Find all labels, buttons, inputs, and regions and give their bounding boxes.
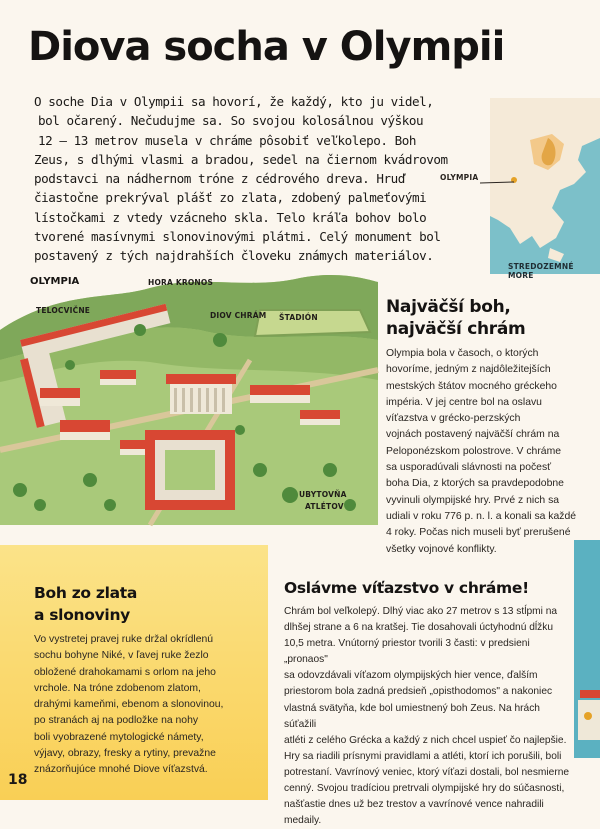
text-line: znázorňujúce mnohé Diove víťazstvá. [34, 764, 208, 776]
label-hora-kronos: HORA KRONOS [148, 278, 214, 287]
text-line: boha Dia, z ktorých sa pravdepodobne [386, 478, 564, 490]
intro-line: bol očarený. Nečudujme sa. So svojou kolosálnou výškou [38, 113, 424, 129]
heading-line: Najväčší boh, [386, 297, 511, 317]
text-line: vrchole. Na tróne zdobenom zlatom, [34, 682, 201, 694]
text-line: potrestaní. Vavrínový veniec, ktorý víťazi dostali, bol nesmierne [284, 766, 570, 778]
section-text-boh-zo-zlata [34, 632, 264, 779]
intro-line: podstavci na nádhernom tróne z cédrového dreva. Hruď [34, 171, 405, 187]
text-line: boli vyobrazené mytologické námety, [34, 731, 204, 743]
text-line: Chrám bol veľkolepý. Dlhý viac ako 27 metrov s 13 stĺpmi na [284, 606, 558, 617]
map-label-sea: STREDOZEMNÉ MORE [508, 262, 574, 280]
label-telocvicne: TELOCVIČNE [36, 306, 91, 315]
text-line: cenný. Svojou tradíciou pretrvali olympijské hry do súčasnosti, [284, 783, 565, 795]
text-line: impéria. V jej centre bol na oslavu [386, 396, 542, 408]
text-line: udiali v roku 776 p. n. l. a konali sa každé [386, 510, 577, 522]
text-line: všetky vojnové konflikty. [386, 543, 497, 555]
label-diov-chram: DIOV CHRÁM [210, 311, 267, 320]
label-stadion: ŠTADIÓN [279, 313, 318, 322]
text-line: 4 roky. Počas nich museli byť prerušené [386, 527, 571, 539]
decorative-edge-panel [574, 540, 600, 758]
edge-art [574, 540, 600, 758]
label-ubytovna: UBYTOVŇA [299, 490, 347, 499]
section-text-najvacsi-boh [386, 346, 582, 558]
text-line: atléti z celého Grécka a každý z nich chcel uspieť čo najlepšie. [284, 734, 567, 746]
page-title: Diova socha v Olympii [28, 24, 505, 70]
section-heading-oslavme: Oslávme víťazstvo v chráme! [284, 579, 529, 597]
intro-line: čiastočne prekrýval plášť zo zlata, zdobený palmeťovými [34, 190, 427, 206]
intro-line: O soche Dia v Olympii sa hovorí, že každý, kto ju videl, [34, 94, 434, 109]
text-line: výjavy, obrazy, fresky a rytiny, prevažne [34, 748, 216, 760]
intro-line: tvorené masívnymi slonovinovými plátmi. Celý monument bol [34, 229, 441, 245]
text-line: 10,5 metra. Vnútorný priestor tvorili 3 časti: v predsienі „pronaos" [284, 638, 530, 666]
section-heading-najvacsi-boh [386, 296, 525, 340]
intro-line: 12 – 13 metrov musela v chráme pôsobiť veľkolepo. Boh [38, 132, 417, 148]
text-line: vyvinuli olympijské hry. Prvé z nich sa [386, 494, 560, 506]
heading-line: a slonoviny [34, 606, 130, 624]
intro-line: Zeus, s dlhými vlasmi a bradou, sedel na čiernom kvádrovom [34, 151, 448, 167]
intro-line: lístočkami z vtedy vzácneho skla. Telo kráľa bohov bolo [34, 209, 427, 225]
label-atletov: ATLÉTOV [305, 502, 344, 511]
text-line: dlhšej strane a 6 na kratšej. Tie dosahovali úctyhodnú dĺžku [284, 622, 553, 634]
text-line: priestorom bola zadná predsieň „opisthodomos" a nakoniec [284, 686, 553, 698]
text-line: vojnách postavený najväčší chrám na [386, 429, 560, 441]
text-line: Peloponézskom polostrove. V chráme [386, 445, 561, 457]
heading-line: Boh zo zlata [34, 584, 138, 602]
text-line: sa odovzdávali víťazom olympijských hier vence, ďalším [284, 670, 538, 682]
map-label-olympia: OLYMPIA [440, 173, 479, 182]
illustration-title: OLYMPIA [30, 276, 80, 287]
map-pointer-line [430, 98, 600, 274]
text-line: Hry sa riadili prísnymi pravidlami a atléti, ktorí ich porušili, boli [284, 750, 562, 762]
text-line: obložené drahokamami s orlom na jeho [34, 666, 216, 678]
text-line: víťazstva v grécko-perzských [386, 413, 521, 425]
intro-paragraph [34, 92, 454, 266]
text-line: našťastie dnes už bez trestov a vavrínové vence nahradili medaily. [284, 799, 544, 827]
text-line: hovoríme, jedným z najdôležitejších [386, 364, 551, 376]
text-line: drahými kameňmi, ebenom a slonovinou, [34, 699, 224, 711]
section-heading-boh-zo-zlata [34, 582, 137, 626]
section-text-oslavme [284, 604, 572, 829]
text-line: Vo vystretej pravej ruke držal okrídlenú [34, 634, 214, 645]
text-line: po stranách aj na podložke na nohy [34, 715, 199, 727]
heading-line: najväčší chrám [386, 319, 526, 339]
text-line: Olympia bola v časoch, o ktorých [386, 348, 539, 359]
text-line: sochu bohyne Niké, v ľavej ruke žezlo [34, 650, 209, 662]
text-line: vlastná svätyňa, kde bol umiestnený boh Zeus. Na hrách súťažili [284, 702, 540, 730]
page-number: 18 [8, 772, 28, 788]
text-line: sa usporadúvali slávnosti na počesť [386, 462, 552, 474]
text-line: mestských štátov mocného gréckeho [386, 380, 557, 392]
intro-line: postavený z tých najdrahších človeku známych materiálov. [34, 248, 434, 264]
